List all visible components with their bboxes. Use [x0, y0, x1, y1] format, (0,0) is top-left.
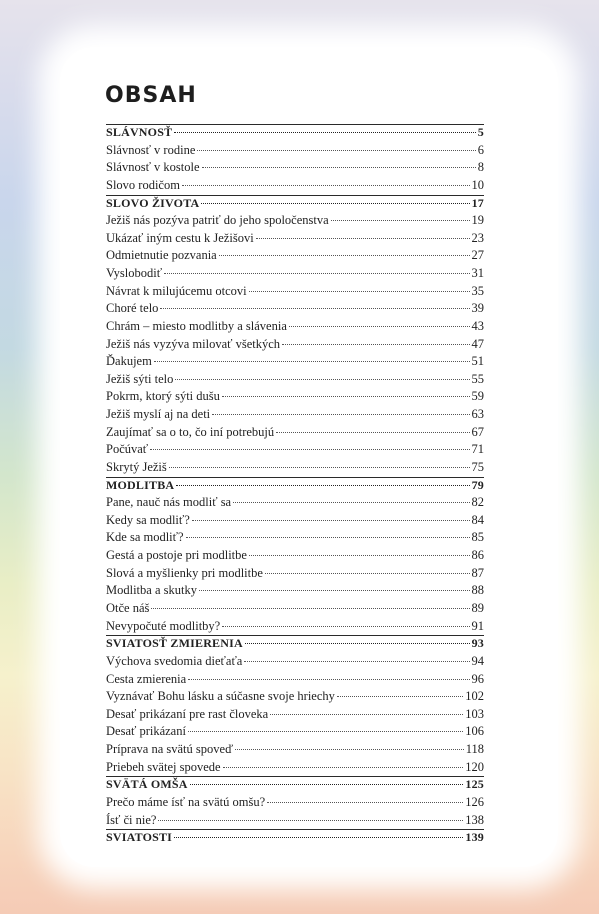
toc-page-number: 93: [471, 636, 484, 651]
dot-leader: [169, 467, 470, 468]
toc-page-number: 17: [471, 195, 484, 210]
toc-page-number: 103: [465, 706, 484, 721]
dot-leader: [212, 414, 469, 415]
toc-section-entry[interactable]: [106, 125, 484, 143]
toc-entry-title: Kde sa modliť?: [106, 530, 184, 545]
dot-leader: [199, 590, 470, 591]
dot-leader: [270, 714, 463, 715]
dot-leader: [282, 344, 469, 345]
toc-entry-title: Návrat k milujúcemu otcovi: [106, 283, 247, 298]
toc-entry-title: SLOVO ŽIVOTA: [106, 195, 200, 210]
toc-entry[interactable]: [106, 672, 484, 690]
toc-page-number: 63: [471, 407, 484, 422]
toc-entry-title: Modlitba a skutky: [106, 583, 197, 598]
toc-entry-title: Vyznávať Bohu lásku a súčasne svoje hriechy: [106, 689, 335, 704]
toc-page-number: 27: [471, 248, 484, 263]
toc-page-number: 94: [471, 653, 484, 668]
dot-leader: [158, 820, 463, 821]
toc-entry[interactable]: [106, 389, 484, 407]
dot-leader: [265, 573, 470, 574]
toc-page-number: 35: [471, 283, 484, 298]
toc-entry[interactable]: [106, 372, 484, 390]
dot-leader: [188, 731, 463, 732]
toc-page-number: 23: [471, 230, 484, 245]
toc-entry-title: Ďakujem: [106, 354, 152, 369]
toc-page-number: 6: [477, 142, 484, 157]
toc-page-number: 88: [471, 583, 484, 598]
page-title: OBSAH: [105, 83, 197, 108]
dot-leader: [267, 802, 463, 803]
toc-entry[interactable]: [106, 354, 484, 372]
dot-leader: [219, 255, 470, 256]
dot-leader: [233, 502, 469, 503]
toc-entry-title: Skrytý Ježiš: [106, 459, 167, 474]
toc-entry[interactable]: [106, 530, 484, 548]
dot-leader: [188, 679, 469, 680]
toc-entry-title: Prečo máme ísť na svätú omšu?: [106, 794, 266, 809]
toc-page-number: 10: [471, 177, 484, 192]
toc-entry-title: Priebeh svätej spovede: [106, 759, 221, 774]
dot-leader: [223, 767, 464, 768]
dot-leader: [337, 696, 463, 697]
toc-section-entry[interactable]: [106, 777, 484, 795]
toc-page-number: 139: [465, 830, 484, 845]
toc-section-entry[interactable]: [106, 478, 484, 496]
toc-page-number: 47: [471, 336, 484, 351]
toc-entry-title: Vyslobodiť: [106, 266, 163, 281]
toc-entry-title: SLÁVNOSŤ: [106, 125, 173, 139]
toc-entry-title: Príprava na svätú spoveď: [106, 742, 234, 757]
toc-entry[interactable]: [106, 319, 484, 337]
dot-leader: [150, 449, 469, 450]
toc-entry[interactable]: [106, 707, 484, 725]
toc-entry-title: Ukázať iným cestu k Ježišovi: [106, 230, 254, 245]
toc-entry[interactable]: [106, 724, 484, 742]
toc-entry[interactable]: [106, 178, 484, 196]
toc-entry[interactable]: [106, 143, 484, 161]
toc-entry-title: Kedy sa modliť?: [106, 512, 190, 527]
toc-page-number: 8: [477, 160, 484, 175]
toc-entry-title: Ježiš nás vyzýva milovať všetkých: [106, 336, 281, 351]
toc-entry-title: Slávnosť v rodine: [106, 142, 196, 157]
toc-entry[interactable]: [106, 813, 484, 831]
toc-entry[interactable]: [106, 566, 484, 584]
toc-page-number: 138: [465, 812, 484, 827]
toc-page-number: 85: [471, 530, 484, 545]
toc-entry-title: Desať prikázaní pre rast človeka: [106, 706, 269, 721]
toc-page-number: 67: [471, 424, 484, 439]
toc-entry[interactable]: [106, 619, 484, 637]
toc-entry-title: Slovo rodičom: [106, 177, 180, 192]
toc-page-number: 91: [471, 618, 484, 633]
toc-entry[interactable]: [106, 583, 484, 601]
toc-entry[interactable]: [106, 266, 484, 284]
toc-entry[interactable]: [106, 742, 484, 760]
dot-leader: [186, 537, 470, 538]
dot-leader: [175, 379, 469, 380]
toc-entry-title: Pokrm, ktorý sýti dušu: [106, 389, 220, 404]
toc-page-number: 31: [471, 266, 484, 281]
toc-entry[interactable]: [106, 548, 484, 566]
toc-entry-title: Ježiš nás pozýva patriť do jeho spoločenstva: [106, 213, 329, 228]
toc-entry[interactable]: [106, 760, 484, 778]
toc-entry-title: Nevypočuté modlitby?: [106, 618, 221, 633]
toc-entry-title: Slávnosť v kostole: [106, 160, 200, 175]
dot-leader: [174, 132, 476, 133]
toc-entry-title: Pane, nauč nás modliť sa: [106, 495, 232, 510]
dot-leader: [256, 238, 470, 239]
dot-leader: [244, 661, 469, 662]
toc-entry-title: Počúvať: [106, 442, 149, 457]
toc-section-entry[interactable]: [106, 196, 484, 214]
toc-entry-title: MODLITBA: [106, 477, 175, 492]
toc-entry[interactable]: [106, 425, 484, 443]
toc-page-number: 39: [471, 301, 484, 316]
toc-entry[interactable]: [106, 460, 484, 478]
dot-leader: [235, 749, 464, 750]
toc-page-number: 96: [471, 671, 484, 686]
toc-entry-title: SVIATOSTI: [106, 830, 173, 845]
dot-leader: [249, 291, 470, 292]
dot-leader: [201, 203, 469, 204]
toc-entry-title: Ježiš myslí aj na deti: [106, 407, 211, 422]
dot-leader: [202, 167, 476, 168]
dot-leader: [192, 520, 470, 521]
dot-leader: [160, 308, 469, 309]
toc-page-number: 86: [471, 548, 484, 563]
toc-page-number: 82: [471, 495, 484, 510]
toc-entry-title: Gestá a postoje pri modlitbe: [106, 548, 247, 563]
toc-entry[interactable]: [106, 407, 484, 425]
toc-entry-title: Otče náš: [106, 601, 150, 615]
toc-entry[interactable]: [106, 248, 484, 266]
toc-page-number: 51: [471, 354, 484, 369]
dot-leader: [197, 150, 475, 151]
toc-page-number: 125: [465, 777, 484, 792]
dot-leader: [222, 396, 470, 397]
dot-leader: [222, 626, 469, 627]
toc-entry-title: Ísť či nie?: [106, 812, 157, 827]
toc-page-number: 59: [471, 389, 484, 404]
dot-leader: [164, 273, 469, 274]
toc-entry-title: SVIATOSŤ ZMIERENIA: [106, 636, 243, 651]
toc-entry[interactable]: [106, 654, 484, 672]
toc-page-number: 75: [471, 459, 484, 474]
dot-leader: [151, 608, 469, 609]
toc-page-number: 43: [471, 318, 484, 333]
toc-entry[interactable]: [106, 513, 484, 531]
toc-entry-title: Choré telo: [106, 301, 159, 316]
toc-entry-title: Cesta zmierenia: [106, 671, 187, 686]
dot-leader: [276, 432, 469, 433]
toc-page-number: 19: [471, 213, 484, 228]
toc-entry[interactable]: [106, 337, 484, 355]
dot-leader: [249, 555, 470, 556]
toc-entry[interactable]: [106, 442, 484, 460]
toc-entry-title: Výchova svedomia dieťaťa: [106, 653, 243, 668]
toc-page-number: 126: [465, 794, 484, 809]
toc-page-number: 71: [471, 442, 484, 457]
toc-entry[interactable]: [106, 601, 484, 619]
dot-leader: [182, 185, 470, 186]
dot-leader: [154, 361, 470, 362]
toc-entry[interactable]: [106, 284, 484, 302]
toc-entry[interactable]: [106, 689, 484, 707]
dot-leader: [190, 784, 464, 785]
toc-page-number: 89: [471, 601, 484, 615]
toc-page-number: 118: [465, 742, 484, 757]
toc-entry-title: Desať prikázaní: [106, 724, 186, 739]
dot-leader: [289, 326, 470, 327]
toc-entry-title: Chrám – miesto modlitby a slávenia: [106, 318, 287, 333]
toc-page-number: 79: [471, 477, 484, 492]
toc-page-number: 84: [471, 512, 484, 527]
toc-entry[interactable]: [106, 301, 484, 319]
toc-entry[interactable]: [106, 160, 484, 178]
toc-page-number: 87: [471, 565, 484, 580]
dot-leader: [245, 643, 470, 644]
toc-page-number: 5: [477, 125, 484, 139]
toc-entry-title: Slová a myšlienky pri modlitbe: [106, 565, 263, 580]
toc-entry[interactable]: [106, 231, 484, 249]
dot-leader: [174, 837, 463, 838]
toc-page-number: 102: [465, 689, 484, 704]
dot-leader: [331, 220, 470, 221]
toc-entry[interactable]: [106, 213, 484, 231]
toc-entry-title: SVÄTÁ OMŠA: [106, 777, 188, 792]
toc-page-number: 120: [465, 759, 484, 774]
dot-leader: [176, 485, 469, 486]
toc-section-entry[interactable]: [106, 830, 484, 848]
toc-entry-title: Odmietnutie pozvania: [106, 248, 217, 263]
toc-entry-title: Zaujímať sa o to, čo iní potrebujú: [106, 424, 275, 439]
toc-page-number: 55: [471, 371, 484, 386]
toc-page-number: 106: [465, 724, 484, 739]
toc-entry[interactable]: [106, 795, 484, 813]
toc-section-entry[interactable]: [106, 636, 484, 654]
toc-entry[interactable]: [106, 495, 484, 513]
toc-entry-title: Ježiš sýti telo: [106, 371, 174, 386]
